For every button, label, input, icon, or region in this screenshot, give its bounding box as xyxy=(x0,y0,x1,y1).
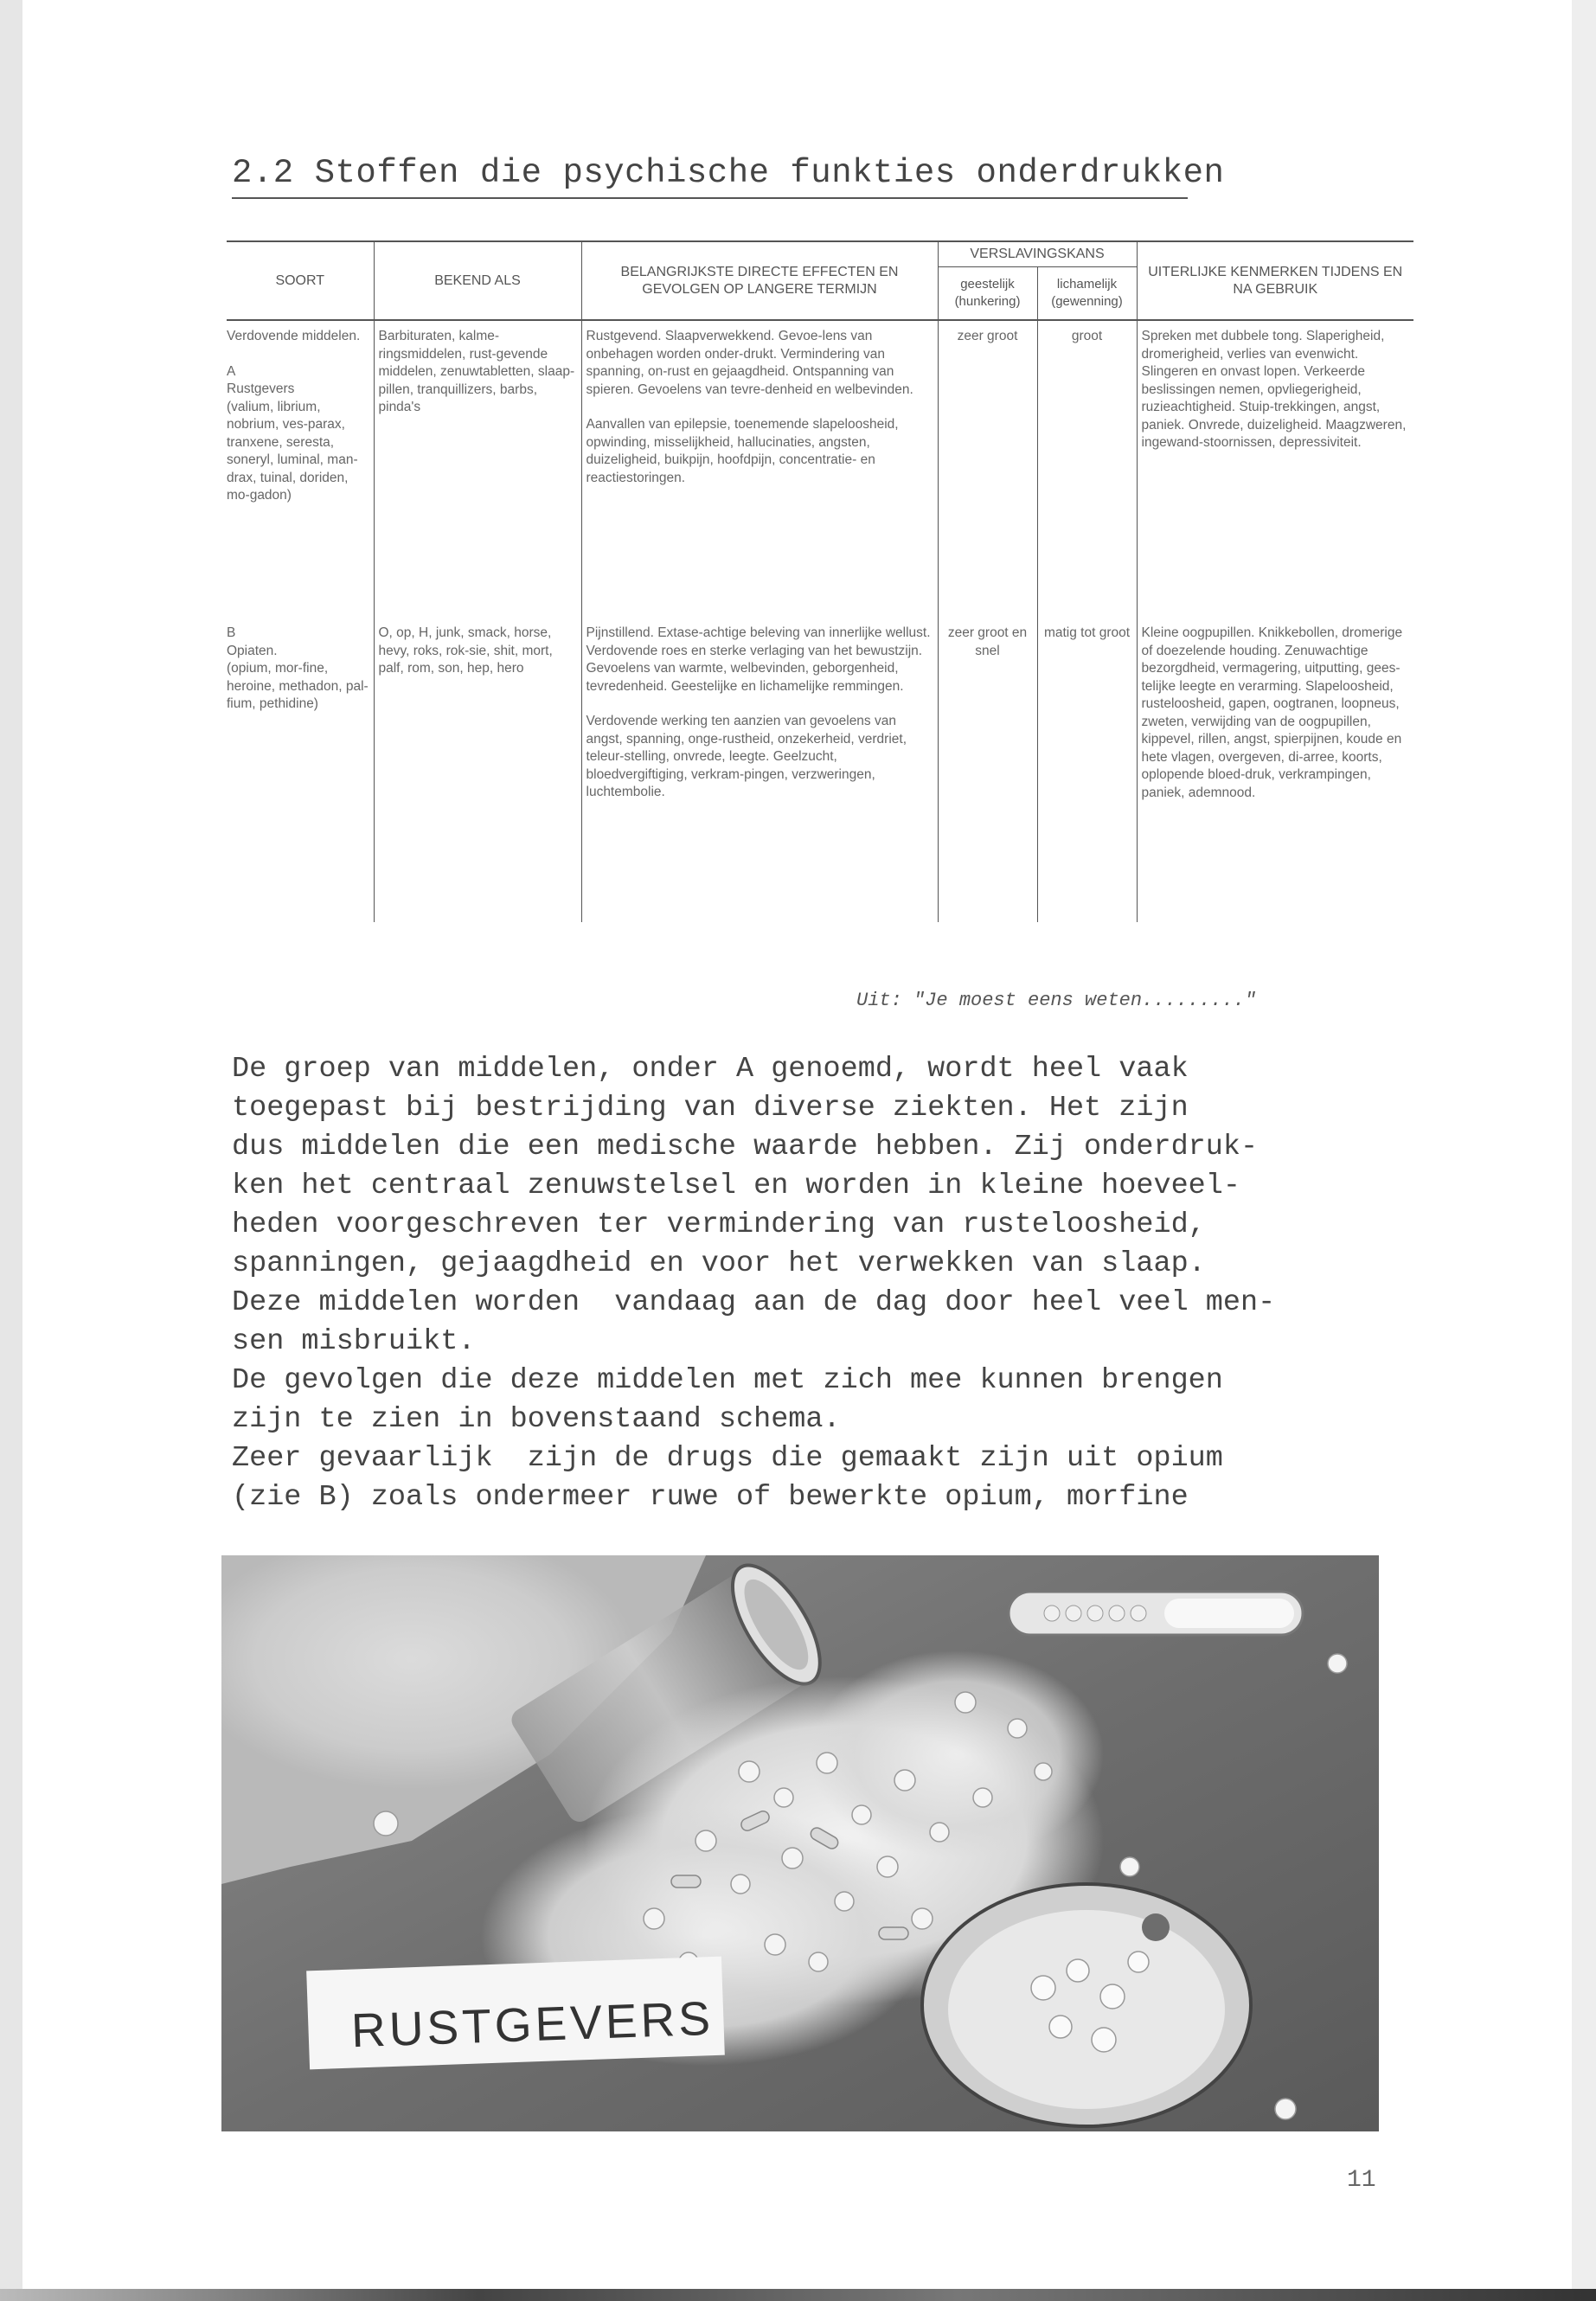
cell-bekend-als: Barbituraten, kalme-ringsmiddelen, rust-gevende middelen, zenuwtabletten, slaap-pillen, tranquillizers, barbs, pinda's xyxy=(374,320,581,618)
body-line: heden voorgeschreven ter vermindering van rusteloosheid, xyxy=(232,1208,1206,1241)
body-line: spanningen, gejaagdheid en voor het verwekken van slaap. xyxy=(232,1247,1206,1280)
cell-soort xyxy=(227,320,374,618)
cell-geestelijk: zeer groot en snel xyxy=(938,618,1037,922)
header-verslavingskans: VERSLAVINGSKANS xyxy=(938,241,1137,267)
header-effecten: BELANGRIJKSTE DIRECTE EFFECTEN EN GEVOLGEN OP LANGERE TERMIJN xyxy=(581,241,938,320)
header-bekend-als: BEKEND ALS xyxy=(374,241,581,320)
photo-label: RUSTGEVERS xyxy=(350,1990,715,2058)
body-line: De gevolgen die deze middelen met zich mee kunnen brengen xyxy=(232,1364,1223,1397)
scan-edge-bottom xyxy=(0,2289,1596,2301)
body-line: Zeer gevaarlijk zijn de drugs die gemaakt zijn uit opium xyxy=(232,1442,1223,1475)
section-heading: 2.2 Stoffen die psychische funkties onderdrukken xyxy=(232,154,1188,199)
pills-photo xyxy=(221,1555,1379,2131)
cell-effecten xyxy=(581,618,938,922)
effecten-direct: Rustgevend. Slaapverwekkend. Gevoe-lens van onbehagen worden onder-drukt. Vermindering van spanning, on-rust en gejaagdheid. Ontspanning van spieren. Gevoelens van tevre-denheid en welbevinden. xyxy=(586,329,913,397)
soort-prefix: Verdovende middelen. xyxy=(227,329,361,343)
soort-examples: (opium, mor-fine, heroine, methadon, pal-fium, pethidine) xyxy=(227,661,369,711)
body-line: Deze middelen worden vandaag aan de dag door heel veel men- xyxy=(232,1286,1276,1319)
cell-lichamelijk: groot xyxy=(1037,320,1137,618)
body-line: (zie B) zoals ondermeer ruwe of bewerkte opium, morfine xyxy=(232,1481,1189,1514)
scan-edge-right xyxy=(1572,0,1596,2301)
soort-examples: (valium, librium, nobrium, ves-parax, tranxene, seresta, soneryl, luminal, man-drax, tuinal, doriden, mo-gadon) xyxy=(227,399,358,503)
page-number: 11 xyxy=(1347,2167,1376,2194)
soort-letter: B xyxy=(227,625,236,640)
header-lichamelijk: lichamelijk (gewenning) xyxy=(1037,267,1137,321)
body-line: De groep van middelen, onder A genoemd, wordt heel vaak xyxy=(232,1053,1189,1086)
soort-name: Opiaten. xyxy=(227,643,278,658)
body-line: sen misbruikt. xyxy=(232,1325,476,1358)
cell-effecten xyxy=(581,320,938,618)
soort-letter: A xyxy=(227,363,236,379)
effecten-lange-termijn: Aanvallen van epilepsie, toenemende slapeloosheid, opwinding, misselijkheid, hallucinaties, angsten, duizeligheid, buikpijn, hoofdpijn, concentratie- en reactiestoringen. xyxy=(586,417,899,485)
body-line: dus middelen die een medische waarde hebben. Zij onderdruk- xyxy=(232,1131,1259,1163)
drugs-table xyxy=(227,240,1413,922)
soort-name: Rustgevers xyxy=(227,381,295,396)
body-line: toegepast bij bestrijding van diverse ziekten. Het zijn xyxy=(232,1092,1189,1125)
cell-kenmerken: Kleine oogpupillen. Knikkebollen, dromerige of doezelende houding. Zenuwachtige bezorgdheid, vermagering, uitputting, gees-telijke leegte en verarming. Slapeloosheid, rusteloosheid, gapen, oogtranen, loopneus, zweten, verwijding van de oogpupillen, kippevel, rillen, angst, spierpijnen, koude en hete vlagen, overgeven, di-arree, koorts, oplopende bloed-druk, verkrampingen, paniek, ademnood. xyxy=(1137,618,1413,922)
effecten-direct: Pijnstillend. Extase-achtige beleving van innerlijke wellust. Verdovende roes en sterke verlaging van het bewustzijn. Gevoelens van warmte, welbevinden, geborgenheid, tevredenheid. Geestelijke en lichamelijke remmingen. xyxy=(586,625,931,694)
effecten-lange-termijn: Verdovende werking ten aanzien van gevoelens van angst, spanning, onge-rustheid, onzekerheid, verdriet, teleur-stelling, onvrede, leegte. Geelzucht, bloedvergiftiging, verkram-pingen, verzweringen, luchtembolie. xyxy=(586,714,907,799)
table-row xyxy=(227,618,1413,922)
header-geestelijk: geestelijk (hunkering) xyxy=(938,267,1037,321)
body-text xyxy=(232,1050,1460,1517)
cell-kenmerken: Spreken met dubbele tong. Slaperigheid, dromerigheid, verlies van evenwicht. Slingeren en onvast lopen. Verkeerde beslissingen nemen, opvliegerigheid, ruzieachtigheid. Stuip-trekkingen, angst, paniek. Onvrede, duizeligheid. Maagzweren, ingewand-stoornissen, depressiviteit. xyxy=(1137,320,1413,618)
body-line: zijn te zien in bovenstaand schema. xyxy=(232,1403,841,1436)
header-kenmerken: UITERLIJKE KENMERKEN TIJDENS EN NA GEBRUIK xyxy=(1137,241,1413,320)
cell-bekend-als: O, op, H, junk, smack, horse, hevy, roks, rok-sie, shit, mort, palf, rom, son, hep, hero xyxy=(374,618,581,922)
body-line: ken het centraal zenuwstelsel en worden in kleine hoeveel- xyxy=(232,1170,1240,1202)
header-soort: SOORT xyxy=(227,241,374,320)
cell-geestelijk: zeer groot xyxy=(938,320,1037,618)
source-citation: Uit: "Je moest eens weten........." xyxy=(856,990,1257,1011)
cell-lichamelijk: matig tot groot xyxy=(1037,618,1137,922)
scan-edge-left xyxy=(0,0,22,2301)
table-row xyxy=(227,320,1413,618)
cell-soort xyxy=(227,618,374,922)
